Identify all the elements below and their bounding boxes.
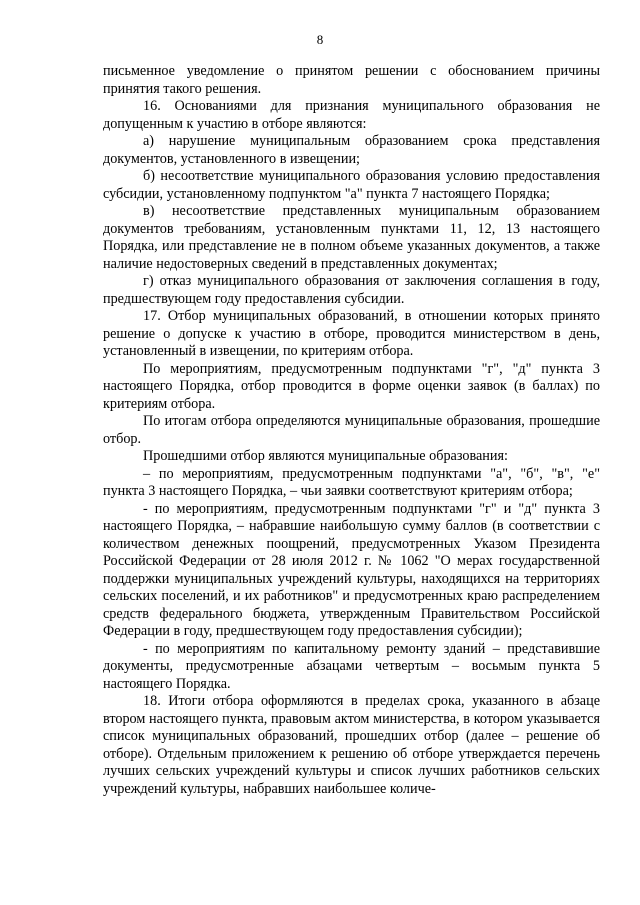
paragraph-subitem-v: в) несоответствие представленных муниципальным образованием документов требованиям, установленным пунктами 11, 12, 13 настоящего Порядка, или представление не в полном объеме указанных документов, а также наличие недостоверных сведений в представленных документах;	[103, 203, 600, 272]
paragraph-passed-list-2: - по мероприятиям, предусмотренным подпунктами "г" и "д" пункта 3 настоящего Порядка, – набравшие наибольшую сумму баллов (в соответствии с количеством денежных поощрений, предусмотренных Указом Президента Российской Федерации от 28 июля 2012 г. № 1062 "О мерах государственной поддержки муниципальных учреждений культуры, находящихся на территориях сельских поселений, и их работников" и предусмотренных краю распределением средств федерального бюджета, утвержденным Правительством Российской Федерации в году, предшествующем году предоставления субсидии);	[103, 500, 600, 639]
paragraph-continuation: письменное уведомление о принятом решении с обоснованием причины принятия такого решения.	[103, 63, 600, 97]
paragraph-item-16: 16. Основаниями для признания муниципального образования не допущенным к участию в отборе являются:	[103, 98, 600, 132]
paragraph-subitem-a: а) нарушение муниципальным образованием срока представления документов, установленного в извещении;	[103, 133, 600, 167]
page-number: 8	[316, 32, 324, 47]
paragraph-passed-intro: Прошедшими отбор являются муниципальные образования:	[143, 448, 508, 464]
paragraph-passed-list-3: - по мероприятиям по капитальному ремонту зданий – представившие документы, предусмотренные абзацами четвертым – восьмым пункта 5 настоящего Порядка.	[103, 640, 600, 692]
paragraph-selection-result: По итогам отбора определяются муниципальные образования, прошедшие отбор.	[103, 413, 600, 447]
document-text	[103, 63, 600, 798]
paragraph-item-17: 17. Отбор муниципальных образований, в отношении которых принято решение о допуске к участию в отборе, проводится министерством в день, установленный в извещении, по критериям отбора.	[103, 308, 600, 359]
paragraph-subitem-b: б) несоответствие муниципального образования условию предоставления субсидии, установленному подпунктом "а" пункта 7 настоящего Порядка;	[103, 168, 600, 202]
paragraph-evaluation-method: По мероприятиям, предусмотренным подпунктами "г", "д" пункта 3 настоящего Порядка, отбор проводится в форме оценки заявок (в баллах) по критериям отбора.	[103, 360, 600, 412]
paragraph-subitem-g: г) отказ муниципального образования от заключения соглашения в году, предшествующем году предоставления субсидии.	[103, 273, 600, 307]
paragraph-passed-list-1: – по мероприятиям, предусмотренным подпунктами "а", "б", "в", "е" пункта 3 настоящего Порядка, – чьи заявки соответствуют критериям отбора;	[103, 465, 600, 499]
paragraph-item-18: 18. Итоги отбора оформляются в пределах срока, указанного в абзаце втором настоящего пункта, правовым актом министерства, в котором указывается список муниципальных образований, прошедших отбор (далее – решение об отборе). Отдельным приложением к решению об отборе утверждается перечень лучших сельских учреждений культуры и список лучших работников сельских учреждений культуры, набравших наибольшее количе-	[103, 693, 600, 797]
